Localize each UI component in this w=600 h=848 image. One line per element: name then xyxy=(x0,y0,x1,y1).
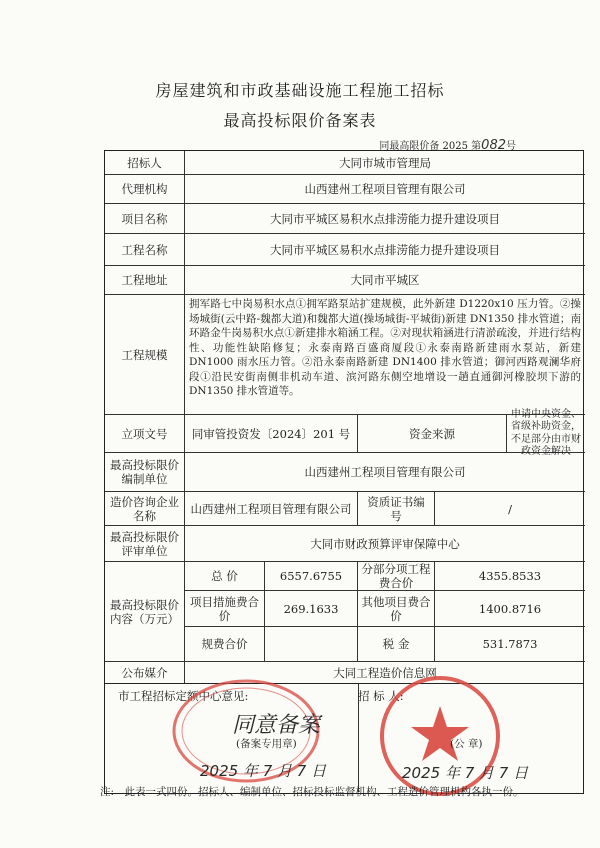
value-engineering-name: 大同市平城区易积水点排涝能力提升建设项目 xyxy=(185,234,585,266)
left-opinion-handwritten: 同意备案 xyxy=(232,713,321,738)
value-compiler: 山西建州工程项目管理有限公司 xyxy=(185,453,585,492)
value-tax: 531.7873 xyxy=(435,627,585,662)
value-scope: 拥军路七中岗易积水点①拥军路泵站扩建规模，此外新建 D1220x10 压力管。②操场城街(云中路-魏都大道)和魏都大道(操场城街-平城街)新建 DN1350 排水管道；南环路金牛岗易积水点①新建排水箱涵工程。②对现状箱涵进行清淤疏浚，并进行结构性、功能性缺陷修复；永泰南路百盛商厦段①永泰南路新建雨水泵站，新建 DN1000 雨水压力管。②沿永泰南路新建 DN1400 排水管道；御河西路观澜华府段①沿民安街南侧非机动车道、滨河路东侧空地增设一趟直通御河橡胶坝下游的 DN1350 排水管道等。 xyxy=(185,295,585,415)
value-approval: 同审管投资发〔2024〕201 号 xyxy=(185,415,358,453)
left-signature-label: 市工程招标定额中心意见: xyxy=(118,689,249,703)
value-measures: 269.1633 xyxy=(265,591,358,627)
value-fund-source: 申请中央资金、省级补助资金，不足部分由市财政资金解决 xyxy=(507,415,585,453)
value-project-name: 大同市平城区易积水点排涝能力提升建设项目 xyxy=(185,204,585,234)
left-stamp-note: (备案专用章) xyxy=(236,738,297,750)
label-measures: 项目措施费合 价 xyxy=(185,591,265,627)
right-signature-label: 招 标 人: xyxy=(358,689,404,703)
document-title-line1: 房屋建筑和市政基础设施工程施工招标 xyxy=(155,81,445,100)
label-fees: 规费合价 xyxy=(185,627,265,662)
label-engineering-name: 工程名称 xyxy=(105,234,185,266)
value-certificate: / xyxy=(435,492,585,526)
filing-table xyxy=(104,150,584,684)
label-total: 总 价 xyxy=(185,562,265,591)
right-stamp-note: (公 章) xyxy=(450,738,483,750)
label-tax: 税 金 xyxy=(358,627,435,662)
value-review: 大同市财政预算评审保障中心 xyxy=(185,526,585,562)
label-location: 工程地址 xyxy=(105,266,185,295)
left-date: 2025 年 7 月 7 日 xyxy=(200,762,327,780)
record-prefix: 同最高限价备 2025 第 xyxy=(379,141,482,152)
label-agency: 代理机构 xyxy=(105,175,185,204)
value-location: 大同市平城区 xyxy=(185,266,585,295)
footer-note: 注: 此表一式四份。招标人、编制单位、招标投标监督机构、工程造价管理机构各执一份。 xyxy=(100,786,524,798)
label-price: 最高投标限价内容（万元） xyxy=(105,562,185,662)
value-fees xyxy=(265,627,358,662)
label-approval: 立项文号 xyxy=(105,415,185,453)
value-total: 6557.6755 xyxy=(265,562,358,591)
value-subitem: 4355.8533 xyxy=(435,562,585,591)
right-date: 2025 年 7 月 7 日 xyxy=(402,764,529,782)
value-tenderer: 大同市城市管理局 xyxy=(185,151,585,175)
label-other: 其他项目费合 价 xyxy=(358,591,435,627)
label-consulting: 造价咨询企业名称 xyxy=(105,492,185,526)
value-media: 大同工程造价信息网 xyxy=(333,665,437,680)
label-review: 最高投标限价评审单位 xyxy=(105,526,185,562)
label-certificate: 资质证书编 号 xyxy=(358,492,435,526)
label-compiler: 最高投标限价编制单位 xyxy=(105,453,185,492)
label-project-name: 项目名称 xyxy=(105,204,185,234)
label-scope: 工程规模 xyxy=(105,295,185,415)
label-tenderer: 招标人 xyxy=(105,151,185,175)
label-media: 公布媒介 xyxy=(105,662,185,683)
document-title-line2: 最高投标限价备案表 xyxy=(223,111,377,130)
value-other: 1400.8716 xyxy=(435,591,585,627)
record-number-value: 082 xyxy=(481,138,506,153)
value-agency: 山西建州工程项目管理有限公司 xyxy=(185,175,585,204)
record-suffix: 号 xyxy=(506,141,516,152)
value-consulting: 山西建州工程项目管理有限公司 xyxy=(185,492,358,526)
label-subitem: 分部分项工程费合价 xyxy=(358,562,435,591)
label-fund-source: 资金来源 xyxy=(358,415,507,453)
